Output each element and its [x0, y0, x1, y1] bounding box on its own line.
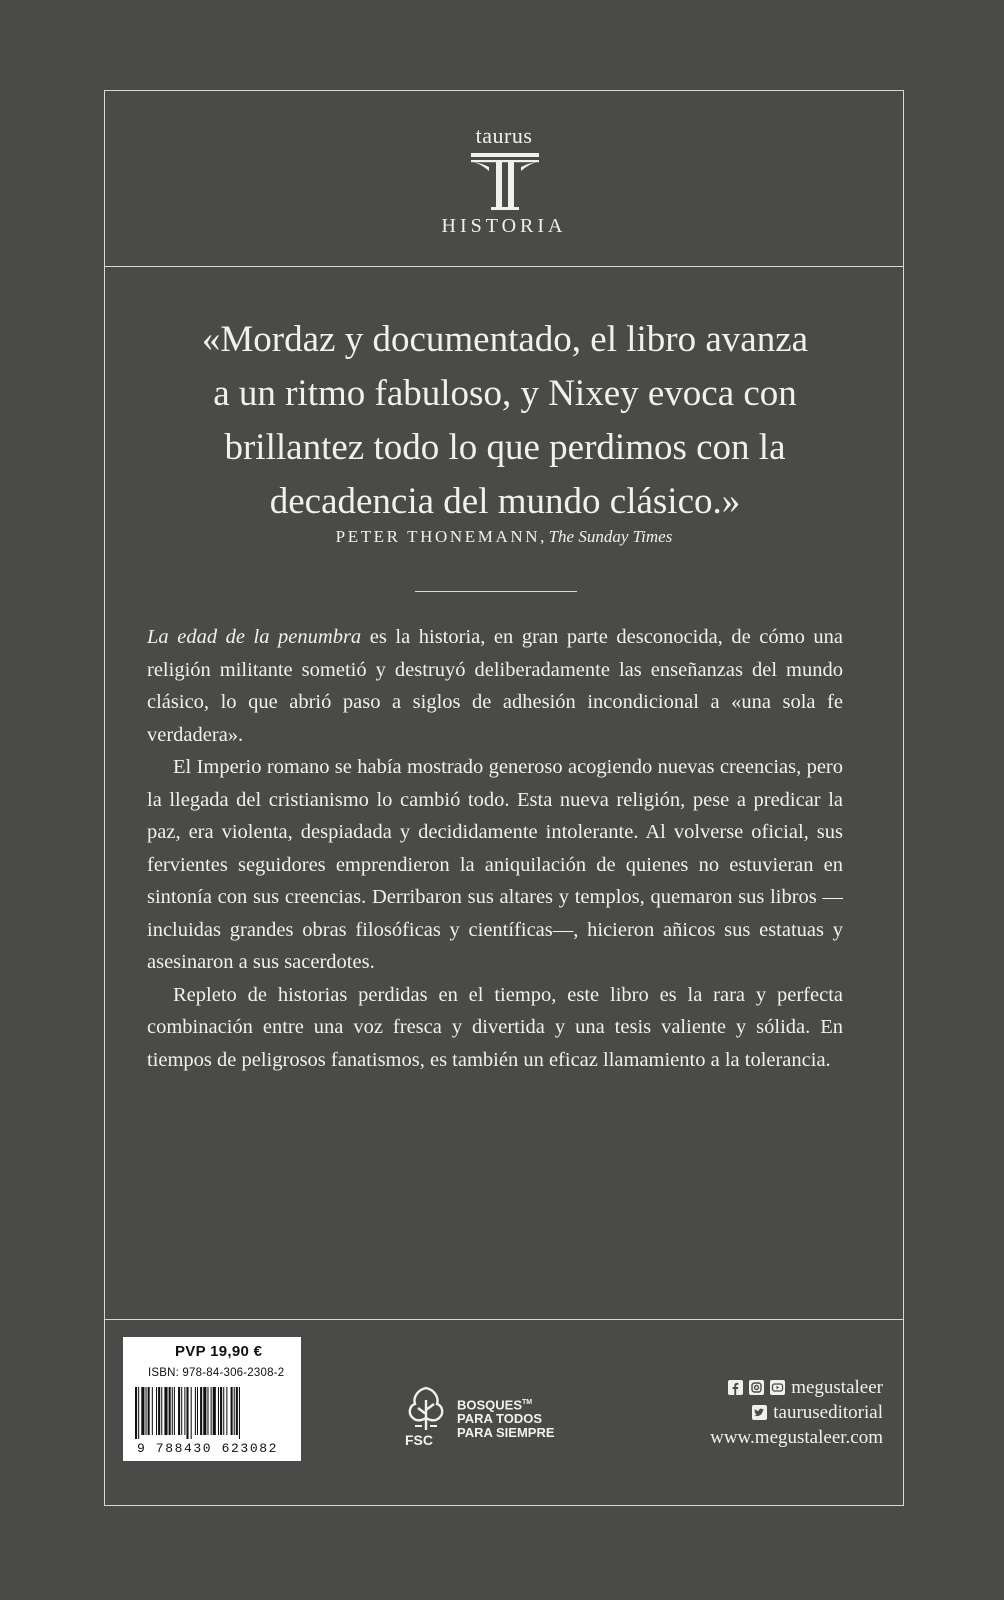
barcode-bar [161, 1387, 162, 1435]
barcode-bar [218, 1387, 219, 1435]
fsc-tree-icon [403, 1384, 449, 1432]
collection-label: HISTORIA [441, 215, 567, 237]
isbn-label: ISBN: 978-84-306-2308-2 [148, 1367, 285, 1379]
price-barcode-box [123, 1337, 301, 1461]
cover-frame [104, 90, 904, 1506]
instagram-icon[interactable] [749, 1380, 764, 1395]
barcode-bar [178, 1387, 180, 1435]
fsc-tm: TM [522, 1399, 533, 1406]
barcode-bar [141, 1387, 144, 1435]
barcode [133, 1387, 291, 1439]
barcode-bar [184, 1387, 185, 1435]
barcode-bar [138, 1387, 139, 1439]
facebook-icon[interactable] [728, 1380, 743, 1395]
fsc-logo [403, 1384, 573, 1454]
logo-wordmark: taurus [475, 123, 533, 148]
social-row-taurus [623, 1400, 883, 1425]
quote-line: «Mordaz y documentado, el libro avanza [201, 319, 809, 360]
barcode-bar [234, 1387, 235, 1435]
fsc-label: FSC [405, 1432, 433, 1448]
barcode-bar [174, 1387, 175, 1435]
section-divider [415, 591, 577, 592]
twitter-icon[interactable] [752, 1405, 767, 1420]
barcode-bar [169, 1387, 171, 1435]
synopsis-text: es la historia, en gran parte desconocida, de cómo una religión militante sometió y destruyó deliberadamente las enseñanzas del mundo clásico, lo que abrió paso a siglos de adhesión incondicional a «una sola fe verdadera». [147, 626, 843, 746]
taurus-t-icon [467, 153, 543, 211]
website-link[interactable]: www.megustaleer.com [710, 1427, 883, 1448]
footer-rule [105, 1319, 903, 1320]
synopsis-paragraph: El Imperio romano se había mostrado generoso acogiendo nuevas creencias, pero la llegada del cristianismo lo cambió todo. Esta nueva religión, pese a predicar la paz, era violenta, despiadada y decididamente intolerante. Al volverse oficial, sus fervientes seguidores emprendieron la aniquilación de quienes no estuvieran en sintonía con sus creencias. Derribaron sus altares y templos, quemaron sus libros —incluidas grandes obras filosóficas y científicas—, hicieron añicos sus estatuas y asesinaron a sus sacerdotes. [147, 756, 843, 973]
barcode-digits: 9 788430 623082 [137, 1441, 279, 1456]
barcode-bar [158, 1387, 160, 1435]
fsc-line3: PARA SIEMPRE [457, 1425, 555, 1441]
barcode-bar [191, 1387, 192, 1439]
barcode-bar [236, 1387, 238, 1435]
barcode-bar [223, 1387, 224, 1435]
barcode-bar [152, 1387, 153, 1435]
barcode-bar [156, 1387, 157, 1435]
attribution-publication: The Sunday Times [548, 527, 673, 546]
review-quote [135, 313, 875, 529]
synopsis-paragraph: Repleto de historias perdidas en el tiempo, este libro es la rara y perfecta combinación entre una voz fresca y divertida y una tesis valiente y sólida. En tiempos de peligrosos fanatismos, es también un eficaz llamamiento a la tolerancia. [147, 983, 843, 1071]
fsc-line1: BOSQUES [457, 1397, 523, 1413]
barcode-bar [172, 1387, 173, 1435]
barcode-bar [211, 1387, 212, 1435]
quote-line: a un ritmo fabuloso, y Nixey evoca con [213, 373, 797, 414]
barcode-bar [186, 1387, 188, 1439]
youtube-icon[interactable] [770, 1380, 785, 1395]
fsc-line2: PARA TODOS [457, 1411, 542, 1427]
barcode-bar [148, 1387, 150, 1435]
social-handle-tauruseditorial[interactable]: tauruseditorial [773, 1402, 883, 1423]
social-handle-megustaleer[interactable]: megustaleer [791, 1377, 883, 1398]
price-label: PVP 19,90 € [175, 1343, 263, 1360]
attribution-separator: , [540, 527, 549, 546]
social-row-megustaleer [623, 1375, 883, 1400]
barcode-bar [220, 1387, 222, 1435]
quote-line: decadencia del mundo clásico.» [269, 481, 741, 522]
barcode-bar [197, 1387, 198, 1435]
quote-line: brillantez todo lo que perdimos con la [224, 427, 786, 468]
barcode-bar [146, 1387, 147, 1435]
barcode-bar [213, 1387, 216, 1435]
barcode-bar [203, 1387, 206, 1435]
book-title: La edad de la penumbra [147, 626, 362, 648]
barcode-bar [207, 1387, 208, 1435]
barcode-bar [231, 1387, 233, 1435]
barcode-bar [164, 1387, 167, 1435]
barcode-bar [239, 1387, 240, 1439]
website-row [623, 1425, 883, 1450]
barcode-bar [135, 1387, 137, 1439]
header-rule [105, 266, 903, 267]
barcode-bar [200, 1387, 202, 1435]
quote-attribution [105, 527, 903, 547]
barcode-bar [195, 1387, 196, 1435]
attribution-author: PETER THONEMANN [335, 527, 541, 546]
barcode-bar [226, 1387, 227, 1435]
barcode-bar [181, 1387, 182, 1435]
social-links [623, 1375, 883, 1450]
synopsis-paragraph [147, 621, 843, 751]
synopsis [147, 621, 843, 1076]
fsc-slogan [457, 1396, 555, 1440]
